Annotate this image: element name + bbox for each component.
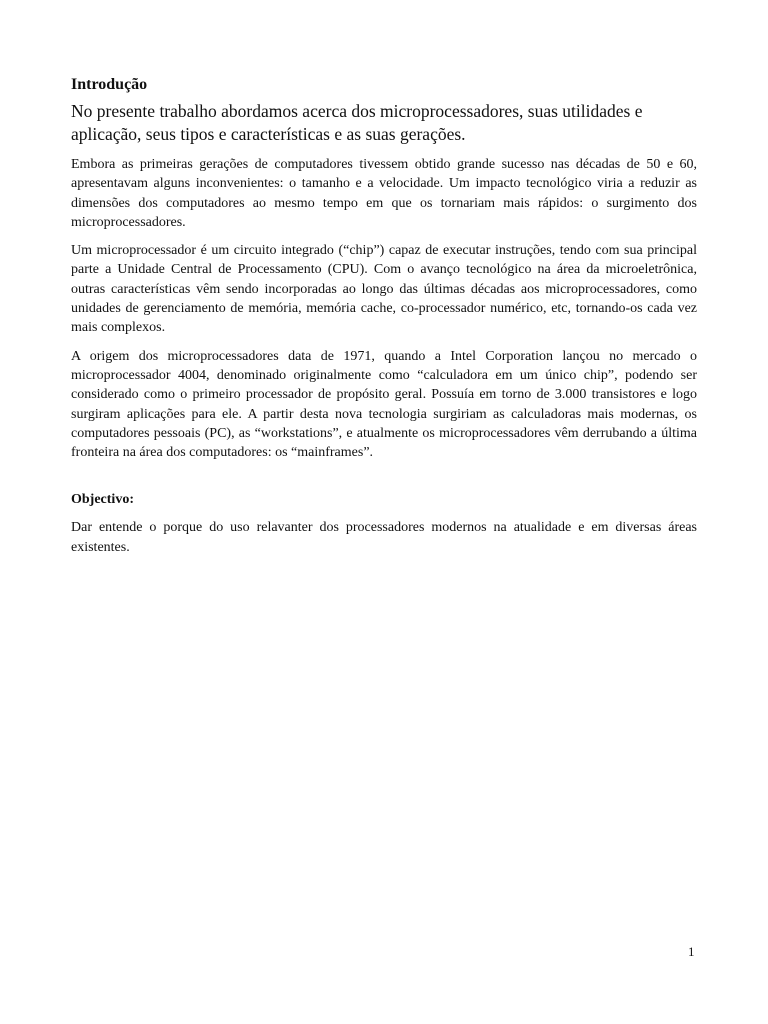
objective-heading: Objectivo: bbox=[71, 492, 134, 508]
introduction-paragraph: Um microprocessador é um circuito integrado (“chip”) capaz de executar instruções, tendo com sua principal parte a Unidade Central de Processamento (CPU). Com o avanço tecnológico na área da microeletrônica, outras características vêm sendo incorporadas ao longo das últimas décadas aos microprocessadores, como unidades de gerenciamento de memória, memória cache, co-processador numérico, etc, tornando-os cada vez mais complexos. bbox=[71, 243, 697, 336]
introduction-heading: Introdução bbox=[71, 76, 148, 93]
introduction-paragraph: Embora as primeiras gerações de computadores tivessem obtido grande sucesso nas décadas de 50 e 60, apresentavam alguns inconvenientes: o tamanho e a velocidade. Um impacto tecnológico viria a reduzir as dimensões dos computadores ao mesmo tempo em que os tornariam mais rápidos: o surgimento dos microprocessadores. bbox=[71, 157, 697, 230]
page-number: 1 bbox=[688, 944, 695, 959]
introduction-lead: No presente trabalho abordamos acerca dos microprocessadores, suas utilidades e aplicação, seus tipos e características e as suas gerações. bbox=[71, 101, 643, 144]
page-content bbox=[71, 74, 697, 566]
introduction-paragraph: A origem dos microprocessadores data de 1971, quando a Intel Corporation lançou no mercado o microprocessador 4004, denominado originalmente como “calculadora em um único chip”, podendo ser considerado como o primeiro processador de propósito geral. Possuía em torno de 3.000 transistores e logo surgiram aplicações para ele. A partir desta nova tecnologia surgiriam as calculadoras mais modernas, os computadores pessoais (PC), as “workstations”, e atualmente os microprocessadores vêm derrubando a última fronteira na área dos computadores: os “mainframes”. bbox=[71, 348, 697, 461]
objective-section bbox=[71, 490, 697, 557]
section-spacer bbox=[71, 462, 697, 490]
objective-text: Dar entende o porque do uso relavanter dos processadores modernos na atualidade e em diversas áreas existentes. bbox=[71, 520, 697, 555]
introduction-section bbox=[71, 74, 697, 462]
